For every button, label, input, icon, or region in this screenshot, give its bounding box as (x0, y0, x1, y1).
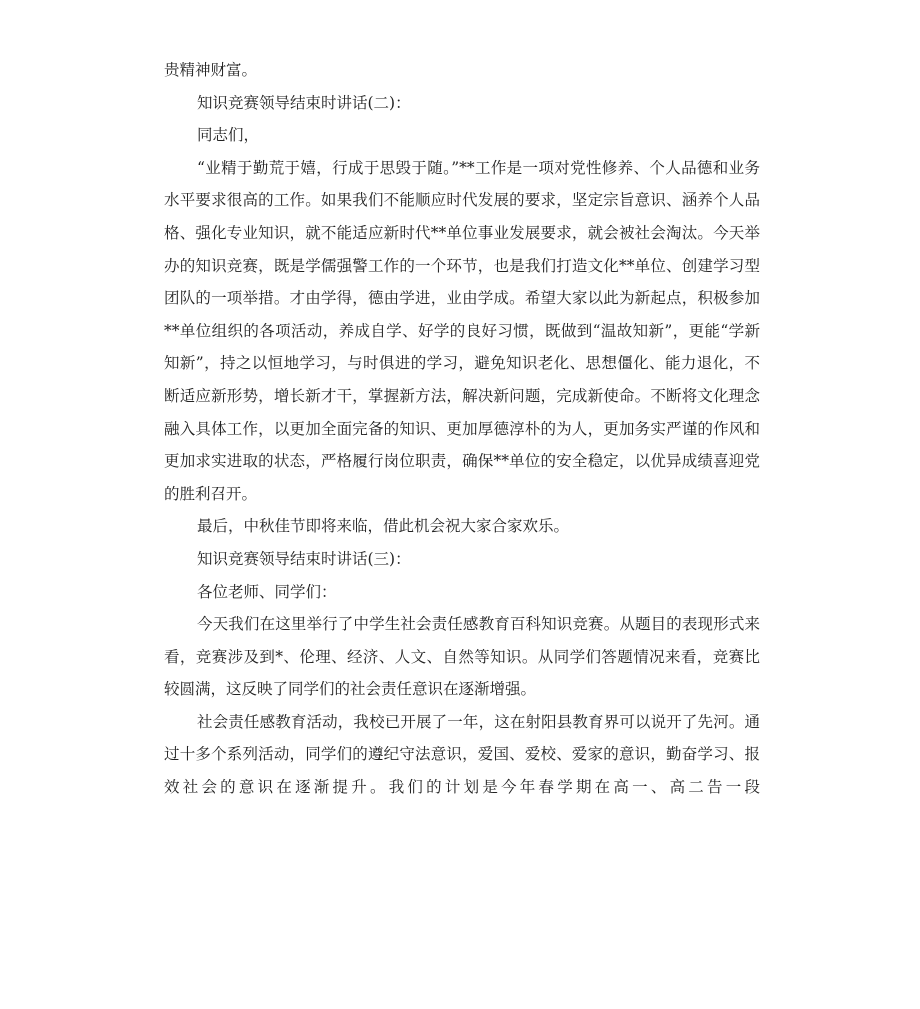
document-body (164, 54, 760, 804)
section-heading-three: 知识竞赛领导结束时讲话(三)： (197, 549, 411, 568)
salutation-comrades: 同志们， (197, 126, 260, 145)
paragraph-speech-body: “业精于勤荒于嬉，行成于思毁于随。”**工作是一项对党性修养、个人品德和业务水平要求很高的工作。如果我们不能顺应时代发展的要求，坚定宗旨意识、涵养个人品格、强化专业知识，就不能适应新时代**单位事业发展要求，就会被社会淘汰。今天举办的知识竞赛，既是学儒强警工作的一个环节，也是我们打造文化**单位、创建学习型团队的一项举措。才由学得，德由学进，业由学成。希望大家以此为新起点，积极参加**单位组织的各项活动，养成自学、好学的良好习惯，既做到“温故知新”，更能“学新知新”，持之以恒地学习，与时俱进的学习，避免知识老化、思想僵化、能力退化，不断适应新形势，增长新才干，掌握新方法，解决新问题，完成新使命。不断将文化理念融入具体工作，以更加全面完备的知识、更加厚德淳朴的为人，更加务实严谨的作风和更加求实进取的状态，严格履行岗位职责，确保**单位的安全稳定，以优异成绩喜迎党的胜利召开。 (164, 158, 760, 503)
salutation-teachers-students: 各位老师、同学们： (197, 582, 337, 601)
paragraph-responsibility-education: 社会责任感教育活动，我校已开展了一年，这在射阳县教育界可以说开了先河。通过十多个系列活动，同学们的遵纪守法意识，爱国、爱校、爱家的意识，勤奋学习、报效社会的意识在逐渐提升。我们的计划是今年春学期在高一、高二告一段 (164, 712, 760, 797)
paragraph-closing-wishes: 最后，中秋佳节即将来临，借此机会祝大家合家欢乐。 (197, 517, 570, 536)
paragraph-continuation: 贵精神财富。 (164, 61, 258, 79)
section-heading-two: 知识竞赛领导结束时讲话(二)： (197, 93, 411, 112)
paragraph-competition-summary: 今天我们在这里举行了中学生社会责任感教育百科知识竞赛。从题目的表现形式来看，竞赛涉及到*、伦理、经济、人文、自然等知识。从同学们答题情况来看，竞赛比较圆满，这反映了同学们的社会责任意识在逐渐增强。 (164, 615, 760, 699)
